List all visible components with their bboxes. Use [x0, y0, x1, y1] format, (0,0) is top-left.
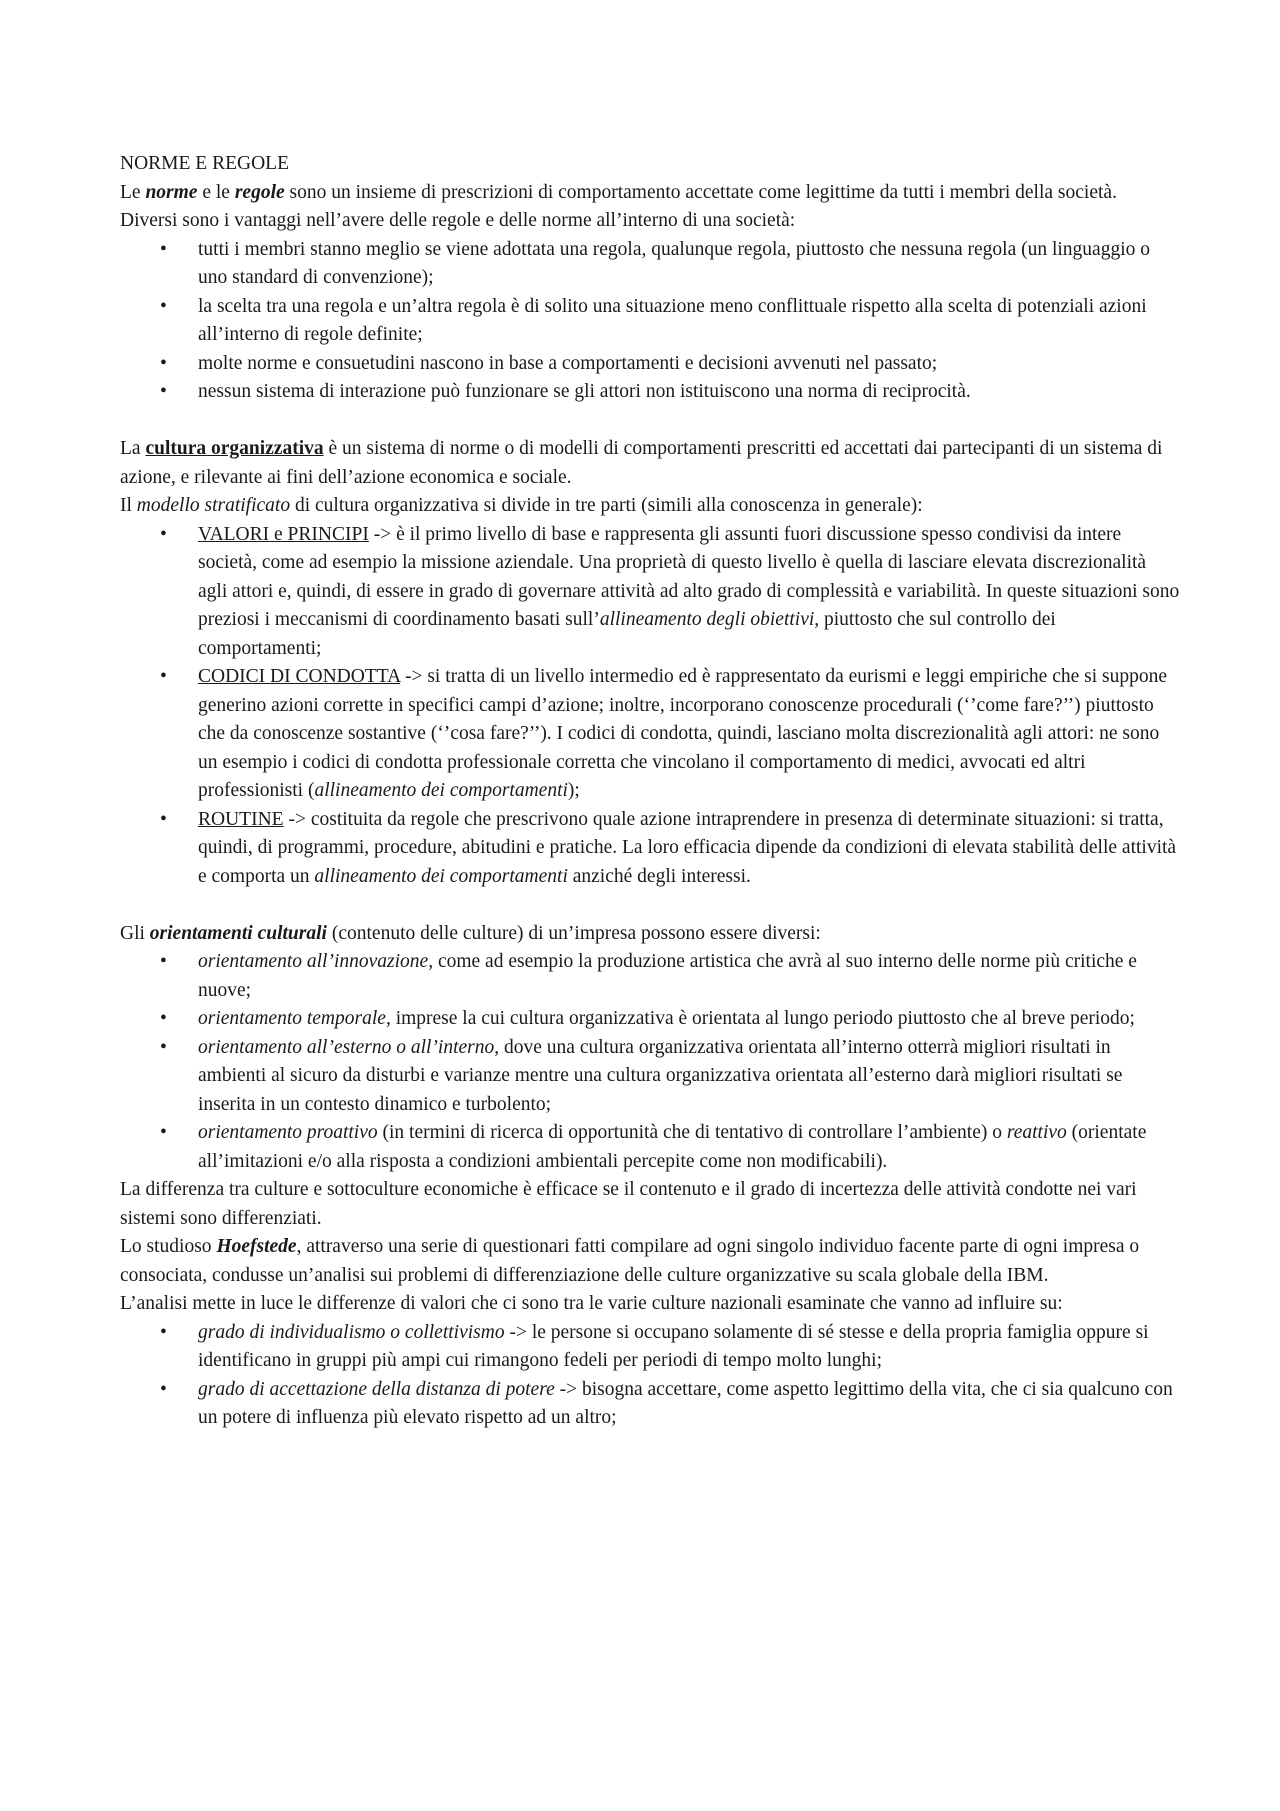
- paragraph-modello-stratificato: Il modello stratificato di cultura organizzativa si divide in tre parti (simili alla conoscenza in generale):: [120, 495, 923, 516]
- list-item: • orientamento all’esterno o all’interno, dove una cultura organizzativa orientata all’interno otterrà migliori risultati in ambienti al sicuro da disturbi e varianze mentre una cultura organizzativa orientata all’esterno darà migliori risultati se inserita in un contesto dinamico e turbolento;: [198, 1034, 1180, 1120]
- list-item: • molte norme e consuetudini nascono in base a comportamenti e decisioni avvenuti nel passato;: [198, 350, 1180, 379]
- list-item: • grado di accettazione della distanza di potere -> bisogna accettare, come aspetto legittimo della vita, che ci sia qualcuno con un potere di influenza più elevato rispetto ad un altro;: [198, 1376, 1180, 1433]
- term-regole: regole: [234, 181, 285, 203]
- orientations-list: [120, 948, 1180, 1176]
- list-item: • nessun sistema di interazione può funzionare se gli attori non istituiscono una norma di reciprocità.: [198, 378, 1180, 407]
- term-modello-stratificato: modello stratificato: [136, 495, 291, 516]
- bullet-icon: •: [160, 295, 167, 317]
- advantages-list: [120, 236, 1180, 407]
- paragraph-gap: [120, 891, 1180, 920]
- bullet-icon: •: [160, 523, 167, 545]
- list-item: • tutti i membri stanno meglio se viene adottata una regola, qualunque regola, piuttosto che nessuna regola (un linguaggio o uno standard di convenzione);: [198, 236, 1180, 293]
- term-norme: norme: [145, 181, 198, 203]
- bullet-icon: •: [160, 381, 167, 402]
- list-item: • VALORI e PRINCIPI -> è il primo livello di base e rappresenta gli assunti fuori discussione spesso condivisi da intere società, come ad esempio la missione aziendale. Una proprietà di questo livello è quella di lasciare elevata discrezionalità agli attori e, quindi, di essere in grado di governare attività ad alto grado di complessità e variabilità. In queste situazioni sono preziosi i meccanismi di coordinamento basati sull’allineamento degli obiettivi, piuttosto che sul controllo dei comportamenti;: [198, 521, 1180, 664]
- list-item: • CODICI DI CONDOTTA -> si tratta di un livello intermedio ed è rappresentato da eurismi e leggi empiriche che si suppone generino azioni corrette in specifici campi d’azione; inoltre, incorporano conoscenze procedurali (‘’come fare?’’) piuttosto che da conoscenze sostantive (‘’cosa fare?’’). I codici di condotta, quindi, lasciano molta discrezionalità agli attori: ne sono un esempio i codici di condotta professionale corretta che vincolano il comportamento di medici, avvocati ed altri professionisti (allineamento dei comportamenti);: [198, 663, 1180, 806]
- list-item: • orientamento proattivo (in termini di ricerca di opportunità che di tentativo di controllare l’ambiente) o reattivo (orientate all’imitazioni e/o alla risposta a condizioni ambientali percepite come non modificabili).: [198, 1119, 1180, 1176]
- bullet-icon: •: [160, 352, 167, 374]
- bullet-icon: •: [160, 1036, 167, 1058]
- list-item: • la scelta tra una regola e un’altra regola è di solito una situazione meno conflittuale rispetto alla scelta di potenziali azioni all’interno di regole definite;: [198, 293, 1180, 350]
- bullet-icon: •: [160, 808, 167, 830]
- page-title: NORME E REGOLE: [120, 153, 289, 174]
- list-item: • ROUTINE -> costituita da regole che prescrivono quale azione intraprendere in presenza di determinate situazioni: si tratta, quindi, di programmi, procedure, abitudini e pratiche. La loro efficacia dipende da condizioni di elevata stabilità delle attività e comporta un allineamento dei comportamenti anziché degli interessi.: [198, 806, 1180, 892]
- bullet-icon: •: [160, 1378, 167, 1400]
- paragraph-culture-sottoculture: La differenza tra culture e sottoculture economiche è efficace se il contenuto e il grado di incertezza delle attività condotte nei vari sistemi sono differenziati.: [120, 1179, 1137, 1229]
- bullet-icon: •: [160, 1122, 167, 1143]
- bullet-icon: •: [160, 666, 167, 687]
- paragraph-analisi: L’analisi mette in luce le differenze di valori che ci sono tra le varie culture nazionali esaminate che vanno ad influire su:: [120, 1293, 1063, 1314]
- term-orientamenti-culturali: orientamenti culturali: [149, 922, 327, 944]
- label-routine: ROUTINE: [198, 808, 284, 830]
- paragraph-gap: [120, 407, 1180, 436]
- term-cultura-organizzativa: cultura organizzativa: [145, 438, 324, 459]
- bullet-icon: •: [160, 238, 167, 260]
- paragraph-cultura-organizzativa: La cultura organizzativa è un sistema di norme o di modelli di comportamenti prescritti ed accettati dai partecipanti di un sistema di azione, e rilevante ai fini dell’azione economica e sociale.: [120, 438, 1163, 488]
- model-layers-list: [120, 521, 1180, 892]
- list-item: • orientamento all’innovazione, come ad esempio la produzione artistica che avrà al suo interno delle norme più critiche e nuove;: [198, 948, 1180, 1005]
- term-hoefstede: Hoefstede: [216, 1236, 297, 1257]
- label-codici-di-condotta: CODICI DI CONDOTTA: [198, 666, 401, 687]
- document-page: [120, 150, 1180, 1433]
- label-valori-principi: VALORI e PRINCIPI: [198, 523, 369, 545]
- paragraph-norme-definition: Le norme e le regole sono un insieme di prescrizioni di comportamento accettate come legittime da tutti i membri della società.: [120, 181, 1117, 203]
- hoefstede-dimensions-list: [120, 1319, 1180, 1433]
- bullet-icon: •: [160, 1008, 167, 1029]
- bullet-icon: •: [160, 1321, 167, 1343]
- list-item: • orientamento temporale, imprese la cui cultura organizzativa è orientata al lungo periodo piuttosto che al breve periodo;: [198, 1005, 1180, 1034]
- bullet-icon: •: [160, 951, 167, 972]
- paragraph-orientamenti-culturali: Gli orientamenti culturali (contenuto delle culture) di un’impresa possono essere diversi:: [120, 922, 821, 944]
- paragraph-advantages-intro: Diversi sono i vantaggi nell’avere delle regole e delle norme all’interno di una società:: [120, 210, 796, 231]
- list-item: • grado di individualismo o collettivismo -> le persone si occupano solamente di sé stesse e della propria famiglia oppure si identificano in gruppi più ampi cui rimangono fedeli per periodi di tempo molto lunghi;: [198, 1319, 1180, 1376]
- paragraph-hoefstede: Lo studioso Hoefstede, attraverso una serie di questionari fatti compilare ad ogni singolo individuo facente parte di ogni impresa o consociata, condusse un’analisi sui problemi di differenziazione delle culture organizzative su scala globale della IBM.: [120, 1236, 1140, 1286]
